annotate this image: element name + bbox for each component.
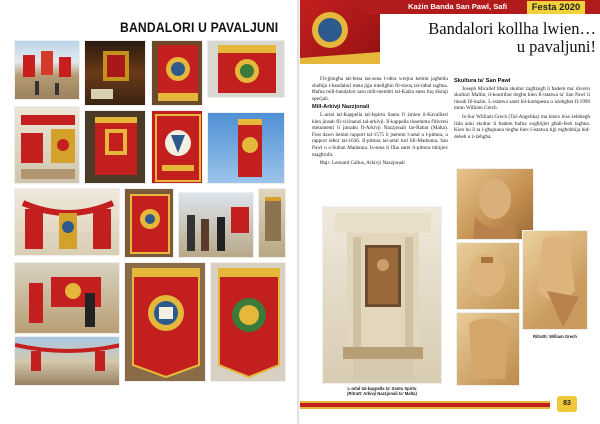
sculpture-paragraph-2: Is-Sur William Grech (Tal-Angelika) ma kienx biss żebbiegħ iżda anki skultur li ħadem ħafna xogħlijiet għall-festi tagħna. Kien hu li ta l-għajnuna tiegħu biex l-istatwa tiġi mgħobbija bid-deheb u ż-żebgħa. bbox=[454, 113, 590, 140]
night-street-photo bbox=[84, 40, 146, 106]
hanging-banner-photo bbox=[124, 188, 174, 258]
altar-caption-line-1: L-artal tal-kappella ta' Santu Spirtu bbox=[347, 386, 417, 391]
street-banners-illustration bbox=[15, 41, 80, 100]
altar-caption-line-2: (Ritratt: Arkivji Nazzjonali ta' Malta) bbox=[347, 391, 417, 396]
right-page-title bbox=[428, 20, 596, 56]
archives-credit: Ħajr: Leonard Callus, Arkivji Nazzjonali bbox=[320, 160, 405, 167]
sculpture-paragraph-1: Joseph Micallef bħala skultur żagħżugħ li ħadem ma' diversi skulturi Maltin, il-kontribut tiegħu kien fl-istatwa ta' San Pawl li tinsab fil-każin. L-istatwa saret bil-kartapesta u nżebgħet fl-1998 minn William Grech. bbox=[454, 85, 590, 112]
people-street-photo bbox=[178, 192, 254, 258]
working-on-banner-photo bbox=[14, 262, 120, 334]
archives-heading: Mill-Arkivji Nazzjonali bbox=[312, 104, 370, 111]
statue-detail-photo-2 bbox=[456, 242, 520, 310]
wall-niche-photo bbox=[258, 188, 286, 258]
coat-of-arms-banner-photo bbox=[151, 110, 203, 184]
header-source: Każin Banda San Pawl, Safi bbox=[408, 2, 508, 11]
procession-banner-photo bbox=[84, 110, 146, 184]
large-red-banner-photo bbox=[124, 262, 206, 382]
tall-banner-photo bbox=[210, 262, 286, 382]
statue-detail-photo-4 bbox=[456, 312, 520, 386]
banner-closeup-photo bbox=[151, 40, 203, 106]
altar-photo bbox=[322, 206, 442, 384]
festa-badge: Festa 2020 bbox=[527, 1, 585, 14]
statue-caption: Ritratti: William Grech bbox=[533, 334, 577, 339]
article-column-2 bbox=[454, 76, 590, 166]
altar-caption bbox=[322, 386, 442, 396]
decorated-street-photo bbox=[14, 336, 120, 386]
intro-paragraph: Fil-ġimgħa tal-festa tas-sena l-oħra wrejna kemm jagħmlu sbuħija l-bandalori meta jiġu mtellgħin fit-toroq tar-raħal tagħna. Ħafna mill-bandalori saru mill-membri tal-Każin stess fuq disinji speċjali. bbox=[312, 76, 448, 102]
blue-sky-banner-photo bbox=[207, 112, 285, 184]
footer-decoration bbox=[300, 398, 550, 410]
sculpture-heading: Skultura ta' San Pawl bbox=[454, 78, 511, 84]
banner-ornate-photo bbox=[207, 40, 285, 98]
page-number: 83 bbox=[557, 396, 577, 412]
title-line-2: u pavaljuni! bbox=[516, 37, 596, 56]
statue-detail-photo-3 bbox=[522, 230, 588, 330]
festoon-street-photo bbox=[14, 188, 120, 256]
flag-display-photo bbox=[14, 106, 80, 184]
left-page-title: BANDALORI U PAVALJUNI bbox=[120, 20, 279, 35]
archives-paragraph: L-artal tal-Kappella tal-Ispirtu Santu fi żmien il-Kavallieri kien jinsab fil-viċinanzi tal-arkivji. Il-kappella tissemma f'diversi dokumenti li jinsabu fl-Arkivji Nazzjonali tar-Rabat (Malta). Fost dawn hemm rapport tal-1575 li jsemmi l-artal u l-pittura, u rapport ieħor tal-1636. Il-pittura tal-artal turi lill-Madonna, San Pawl u s-Sultan Madonna. Is-sena li fiha saret il-pittura mhijiex magħrufa. bbox=[312, 111, 448, 158]
street-banners-photo bbox=[14, 40, 80, 100]
title-line-1: Bandalori kollha lwien… bbox=[428, 19, 596, 38]
article-column-1 bbox=[312, 76, 448, 206]
